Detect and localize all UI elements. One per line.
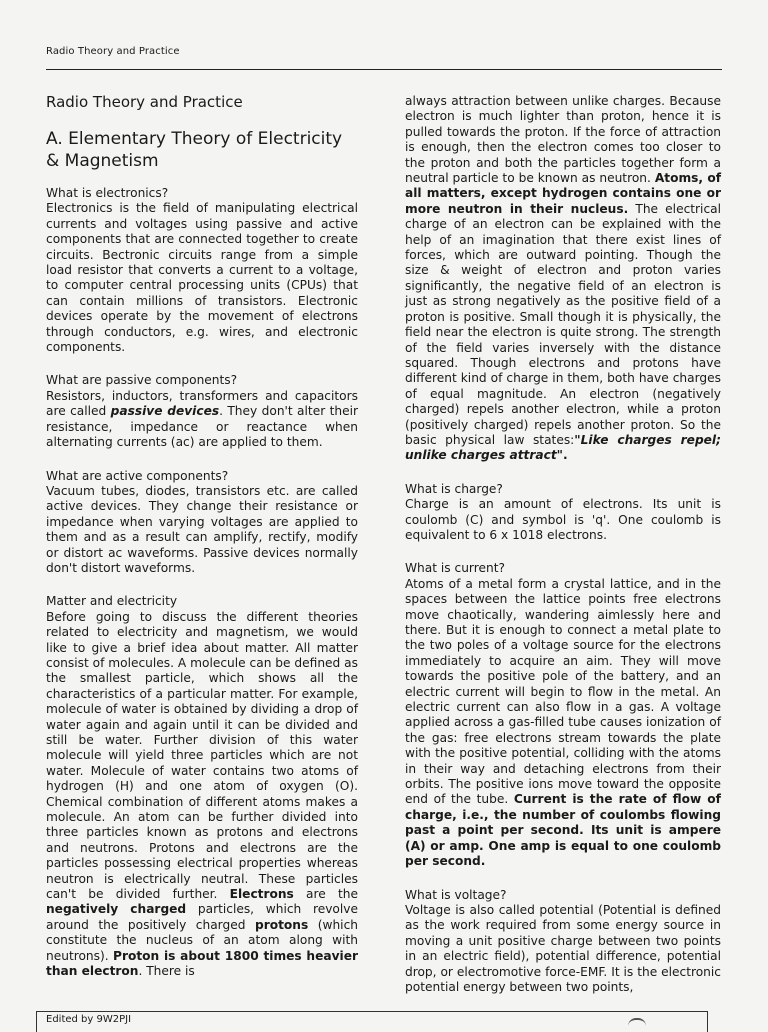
- paragraph-voltage: Voltage is also called potential (Potential is defined as the work required from some energy source in moving a unit positive charge between two points in an electric field), potential difference, potential drop, or electromotive force-EMF. It is the electronic potential energy between two points,: [405, 902, 721, 994]
- question-active: What are active components?: [46, 468, 229, 483]
- paragraph-current: [405, 577, 721, 870]
- paragraph-charge: Charge is an amount of electrons. Its unit is coulomb (C) and symbol is 'q'. One coulomb is equivalent to 6 x 1018 electrons.: [405, 497, 721, 542]
- section-current: [405, 561, 721, 869]
- text-run: (which constitute the nucleus of an atom along with neutrons).: [46, 917, 358, 963]
- paragraph-passive: [46, 389, 358, 451]
- header-rule: [46, 69, 722, 70]
- left-column: [46, 93, 358, 980]
- bold-electrons: Electrons: [229, 887, 294, 902]
- text-run: always attraction between unlike charges. Because electron is much lighter than proton, hence it is pulled towards the proton. If the force of attraction is enough, then the electron comes too closer to the proton and both the particles together form a neutral particle to be known as neutron.: [405, 94, 721, 186]
- running-header: Radio Theory and Practice: [46, 46, 180, 57]
- text-run: .: [563, 448, 568, 463]
- paragraph-attraction: [405, 94, 721, 464]
- section-charge: [405, 482, 721, 544]
- text-run: Before going to discuss the different theories related to electricity and magnetism, we would like to give a brief idea about matter. All matter consist of molecules. A molecule can be defined as the smallest particle, which shows all the characteristics of a particular matter. For example, molecule of water is obtained by dividing a drop of water again and again until it can be divided and still be water. Further division of this water molecule will yield three particles which are not water. Molecule of water contains two atoms of hydrogen (H) and one atom of oxygen (O). Chemical combination of different atoms makes a molecule. An atom can be further divided into three particles known as protons and electrons and neutrons. Protons and electrons are the particles possessing electrical properties whereas neutron is electrically neutral. These particles can't be divided further.: [46, 609, 358, 902]
- bold-negatively-charged: negatively charged: [46, 902, 187, 917]
- text-run: are the: [293, 887, 358, 902]
- bold-current-definition: Current is the rate of flow of charge, i.e., the number of coulombs flowing past a point per second. Its unit is ampere (A) or amp. One amp is equal to one coulomb per second.: [405, 792, 721, 869]
- question-matter: Matter and electricity: [46, 594, 178, 609]
- right-column: [405, 94, 721, 995]
- question-passive: What are passive components?: [46, 373, 238, 388]
- section-matter: [46, 594, 358, 979]
- bold-proton-mass: Proton is about 1800 times heavier than electron: [46, 948, 358, 979]
- bold-protons: protons: [254, 917, 309, 932]
- text-run: . There is: [138, 964, 195, 979]
- paragraph-matter: [46, 610, 358, 980]
- emphasis-passive-devices: passive devices: [110, 404, 220, 419]
- section-active: [46, 469, 358, 577]
- text-run: Resistors, inductors, transformers and capacitors are called: [46, 388, 358, 419]
- footer-editor: Edited by 9W2PJI: [46, 1014, 132, 1025]
- footer-box: [36, 1011, 708, 1032]
- section-voltage: [405, 888, 721, 996]
- question-electronics: What is electronics?: [46, 186, 169, 200]
- text-run: particles, which revolve around the positively charged: [46, 902, 358, 932]
- section-electronics: [46, 186, 358, 355]
- question-charge: What is charge?: [405, 481, 503, 496]
- document-title: Radio Theory and Practice: [46, 93, 243, 111]
- question-voltage: What is voltage?: [405, 887, 507, 902]
- bold-atoms-neutron: Atoms, of all matters, except hydrogen contains one or more neutron in their nucleus.: [405, 171, 721, 216]
- paragraph-active: Vacuum tubes, diodes, transistors etc. are called active devices. They change their resistance or impedance when varying voltages are applied to them and as a result can amplify, rectify, modify or distort ac waveforms. Passive devices normally don't distort waveforms.: [46, 483, 358, 575]
- footer-logo-icon: [628, 1018, 646, 1026]
- text-run: . They don't alter their resistance, impedance or reactance when alternating currents (ac) are applied to them.: [46, 404, 358, 450]
- text-run: The electrical charge of an electron can be explained with the help of an imagination that there exist lines of forces, which are outward pointing. Though the size & weight of electron and proton varies significantly, the negative field of an electron is just as strong negatively as the positive field of a proton is positive. Small though it is physically, the field near the electron is quite strong. The strength of the field varies inversely with the distance squared. Though electrons and protons have different kind of charge in them, both have charges of equal magnitude. An electron (negatively charged) repels another electron, while a proton (positively charged) repels another proton. So the basic physical law states:: [405, 201, 721, 447]
- section-attraction: [405, 94, 721, 464]
- text-run: Atoms of a metal form a crystal lattice, and in the spaces between the lattice points free electrons move chaotically, wandering aimlessly here and there. But it is enough to connect a metal plate to the two poles of a voltage source for the electrons immediately to acquire an aim. They will move towards the positive pole of the battery, and an electric current will begin to flow in the metal. An electric current can also flow in a gas. A voltage applied across a gas-filled tube causes ionization of the gas: free electrons stream towards the plate with the positive potential, colliding with the atoms in their way and detaching electrons from their orbits. The positive ions move toward the opposite end of the tube.: [405, 576, 721, 807]
- section-passive: [46, 373, 358, 450]
- question-current: What is current?: [405, 561, 505, 576]
- section-title: A. Elementary Theory of Electricity & Magnetism: [46, 129, 343, 171]
- emphasis-charges-law: "Like charges repel; unlike charges attract": [405, 432, 721, 463]
- paragraph-electronics: Electronics is the field of manipulating electrical currents and voltages using passive and active components that are connected together to create circuits. Bectronic circuits range from a simple load resistor that converts a current to a voltage, to computer central processing units (CPUs) that can contain millions of transistors. Electronic devices operate by the movement of electrons through conductors, e.g. wires, and electronic components.: [46, 201, 358, 355]
